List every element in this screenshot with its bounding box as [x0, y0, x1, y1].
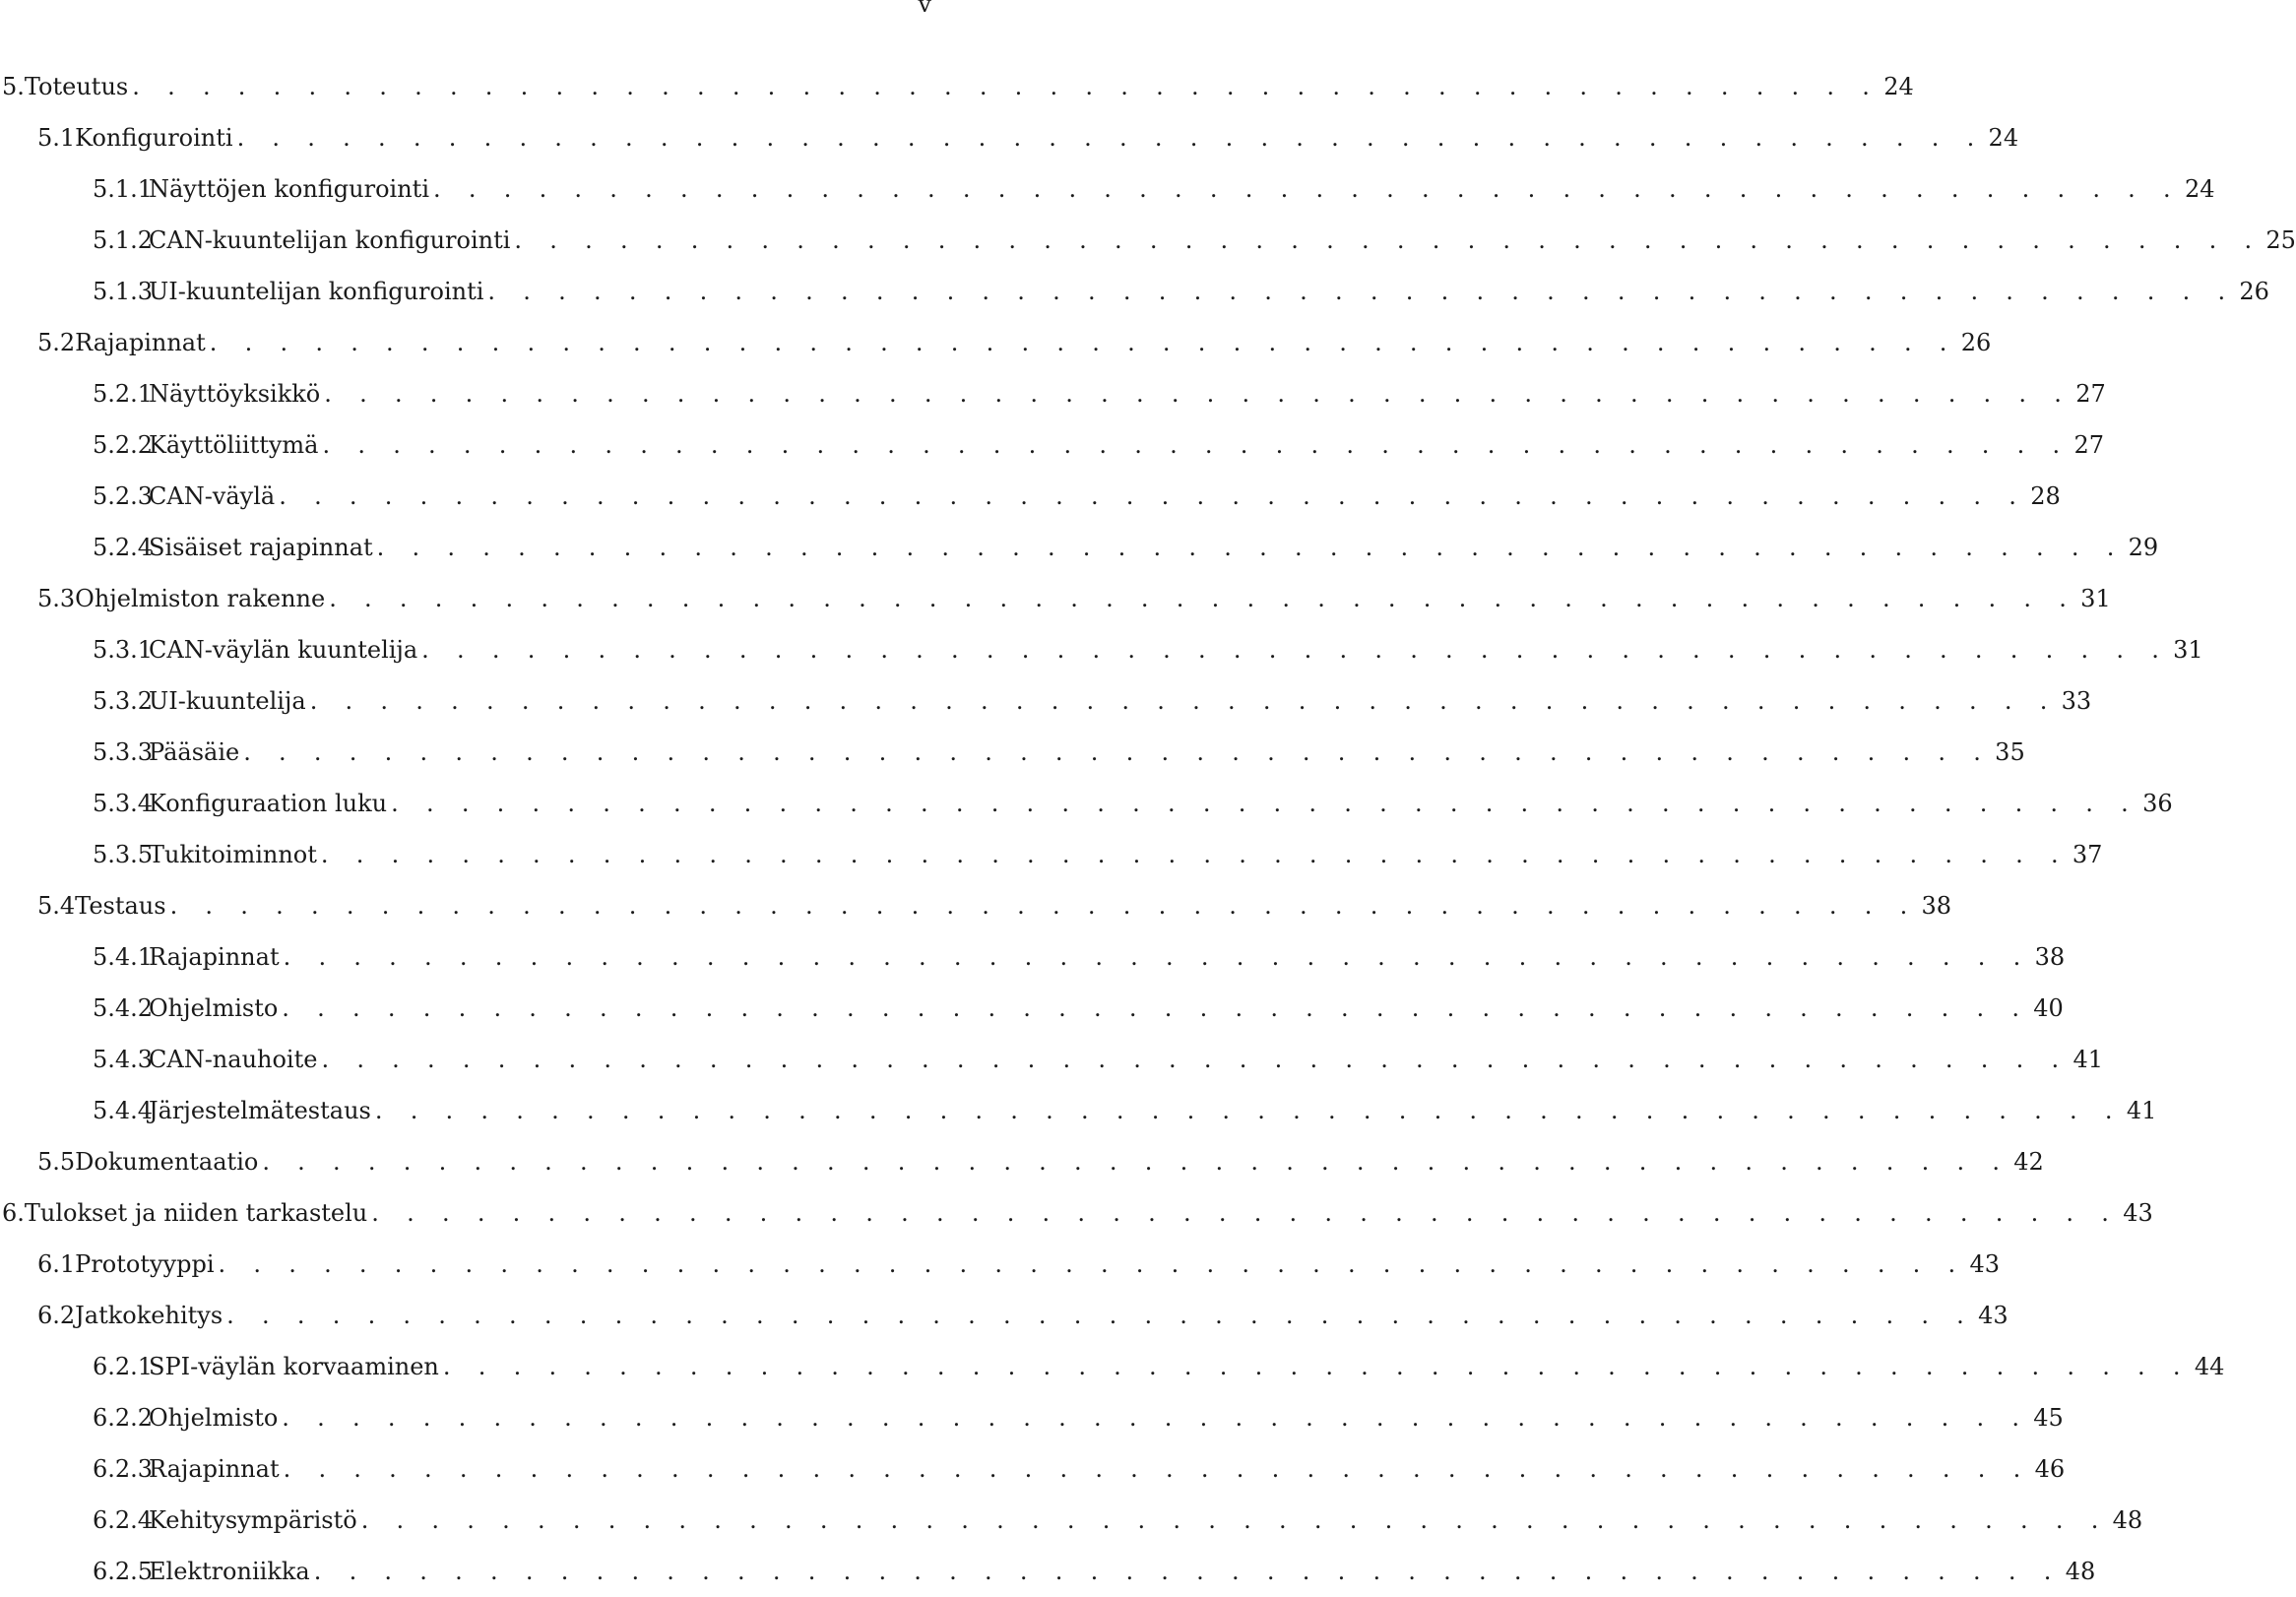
section-title: Rajapinnat — [149, 943, 280, 971]
section-number: 5.3.4 — [93, 790, 154, 817]
section-title: Kehitysympäristö — [149, 1506, 357, 1534]
dot-leader: . . . . . . . . . . . . . . . . . . . . . . . . . . . . . . . . . . . . . . . . . . . . . . . . . . — [226, 1302, 1975, 1329]
section-number: 5.3.1 — [93, 636, 154, 664]
dot-leader: . . . . . . . . . . . . . . . . . . . . . . . . . . . . . . . . . . . . . . . . . . . . . . . . . . — [283, 1455, 2031, 1483]
dot-leader: . . . . . . . . . . . . . . . . . . . . . . . . . . . . . . . . . . . . . . . . . . . . . . . . . . — [169, 892, 1918, 920]
toc-entry[interactable] — [0, 1085, 2157, 1136]
page-ref: 42 — [2013, 1148, 2044, 1176]
section-number: 5.4 — [37, 892, 76, 920]
section-title: CAN-kuuntelijan konfigurointi — [149, 226, 511, 254]
dot-leader: . . . . . . . . . . . . . . . . . . . . . . . . . . . . . . . . . . . . . . . . . . . . . . . . . . — [283, 943, 2031, 971]
section-number: 5.2.2 — [93, 431, 154, 459]
dot-leader: . . . . . . . . . . . . . . . . . . . . . . . . . . . . . . . . . . . . . . . . . . . . . . . . . . — [421, 636, 2170, 664]
section-number: 5.5 — [37, 1148, 76, 1176]
toc-entry[interactable] — [0, 1187, 2153, 1239]
page-ref: 45 — [2033, 1404, 2064, 1432]
section-number: 5.4.2 — [93, 994, 154, 1022]
section-title: Rajapinnat — [75, 329, 206, 356]
section-number: 6.2.4 — [93, 1506, 154, 1534]
dot-leader: . . . . . . . . . . . . . . . . . . . . . . . . . . . . . . . . . . . . . . . . . . . . . . . . . . — [132, 73, 1881, 100]
page-ref: 44 — [2194, 1353, 2225, 1380]
section-number: 5.4.3 — [93, 1046, 154, 1073]
section-title: CAN-väylän kuuntelija — [149, 636, 418, 664]
toc-entry[interactable] — [0, 829, 2103, 880]
section-title: Konfigurointi — [75, 124, 233, 152]
toc-entry[interactable] — [0, 675, 2092, 727]
dot-leader: . . . . . . . . . . . . . . . . . . . . . . . . . . . . . . . . . . . . . . . . . . . . . . . . . . — [374, 1097, 2123, 1124]
dot-leader: . . . . . . . . . . . . . . . . . . . . . . . . . . . . . . . . . . . . . . . . . . . . . . . . . . — [282, 994, 2030, 1022]
section-number: 5.4.4 — [93, 1097, 154, 1124]
page-ref: 41 — [2126, 1097, 2157, 1124]
section-number: 6.2 — [37, 1302, 76, 1329]
page-ref: 29 — [2128, 534, 2159, 561]
section-title: Rajapinnat — [149, 1455, 280, 1483]
dot-leader: . . . . . . . . . . . . . . . . . . . . . . . . . . . . . . . . . . . . . . . . . . . . . . . . . . — [309, 687, 2058, 715]
page-ref: 36 — [2142, 790, 2173, 817]
section-title: Elektroniikka — [149, 1558, 310, 1585]
dot-leader: . . . . . . . . . . . . . . . . . . . . . . . . . . . . . . . . . . . . . . . . . . . . . . . . . . — [243, 738, 1992, 766]
toc-entry[interactable] — [0, 1290, 2009, 1341]
section-number: 5.1.2 — [93, 226, 154, 254]
section-title: Järjestelmätestaus — [149, 1097, 371, 1124]
section-number: 5.2.1 — [93, 380, 154, 408]
toc-entry[interactable] — [0, 266, 2269, 317]
toc-entry[interactable] — [0, 1495, 2143, 1546]
section-number: 5.3 — [37, 585, 76, 612]
toc-entry[interactable] — [0, 1136, 2044, 1187]
page-ref: 24 — [1988, 124, 2019, 152]
toc-entry[interactable] — [0, 1546, 2096, 1597]
page-ref: 25 — [2265, 226, 2296, 254]
toc-entry[interactable] — [0, 727, 2025, 778]
section-title: Pääsäie — [149, 738, 240, 766]
section-number: 5.2.3 — [93, 482, 154, 510]
section-number: 5.2 — [37, 329, 76, 356]
section-number: 5.1.3 — [93, 278, 154, 305]
section-title: Tulokset ja niiden tarkastelu — [24, 1199, 368, 1227]
toc-entry[interactable] — [0, 1341, 2225, 1392]
section-number: 6.2.3 — [93, 1455, 154, 1483]
page-ref: 28 — [2030, 482, 2061, 510]
toc-entry[interactable] — [0, 624, 2203, 675]
section-title: Jatkokehitys — [75, 1302, 223, 1329]
dot-leader: . . . . . . . . . . . . . . . . . . . . . . . . . . . . . . . . . . . . . . . . . . . . . . . . . . — [487, 278, 2236, 305]
section-title: UI-kuuntelijan konfigurointi — [149, 278, 484, 305]
section-title: CAN-väylä — [149, 482, 276, 510]
section-number: 6.2.5 — [93, 1558, 154, 1585]
section-title: Tukitoiminnot — [149, 841, 317, 868]
section-title: Toteutus — [24, 73, 129, 100]
page-ref: 48 — [2065, 1558, 2096, 1585]
dot-leader: . . . . . . . . . . . . . . . . . . . . . . . . . . . . . . . . . . . . . . . . . . . . . . . . . . — [322, 431, 2071, 459]
section-number: 5.3.2 — [93, 687, 154, 715]
toc-entry[interactable] — [0, 61, 1914, 112]
page-ref: 43 — [1969, 1250, 2001, 1278]
section-title: Testaus — [75, 892, 166, 920]
section-title: SPI-väylän korvaaminen — [149, 1353, 439, 1380]
dot-leader: . . . . . . . . . . . . . . . . . . . . . . . . . . . . . . . . . . . . . . . . . . . . . . . . . . — [236, 124, 1985, 152]
section-number: 5.4.1 — [93, 943, 154, 971]
dot-leader: . . . . . . . . . . . . . . . . . . . . . . . . . . . . . . . . . . . . . . . . . . . . . . . . . . — [320, 841, 2069, 868]
toc-entry[interactable] — [0, 1443, 2066, 1495]
dot-leader: . . . . . . . . . . . . . . . . . . . . . . . . . . . . . . . . . . . . . . . . . . . . . . . . . . — [209, 329, 1957, 356]
toc-entry[interactable] — [0, 368, 2106, 419]
section-title: Sisäiset rajapinnat — [149, 534, 373, 561]
page-ref: 43 — [2123, 1199, 2153, 1227]
dot-leader: . . . . . . . . . . . . . . . . . . . . . . . . . . . . . . . . . . . . . . . . . . . . . . . . . . — [324, 380, 2073, 408]
toc-entry[interactable] — [0, 317, 1992, 368]
dot-leader: . . . . . . . . . . . . . . . . . . . . . . . . . . . . . . . . . . . . . . . . . . . . . . . . . . — [262, 1148, 2010, 1176]
section-number: 5.1 — [37, 124, 76, 152]
toc-entry[interactable] — [0, 880, 1952, 931]
section-title: Käyttöliittymä — [149, 431, 319, 459]
section-title: Ohjelmisto — [149, 994, 279, 1022]
toc-entry[interactable] — [0, 522, 2159, 573]
dot-leader: . . . . . . . . . . . . . . . . . . . . . . . . . . . . . . . . . . . . . . . . . . . . . . . . . . — [313, 1558, 2062, 1585]
page-ref: 31 — [2173, 636, 2203, 664]
section-title: CAN-nauhoite — [149, 1046, 318, 1073]
toc-entry[interactable] — [0, 163, 2215, 215]
page-ref: 46 — [2034, 1455, 2066, 1483]
toc-entry[interactable] — [0, 778, 2173, 829]
page-ref: 48 — [2112, 1506, 2143, 1534]
dot-leader: . . . . . . . . . . . . . . . . . . . . . . . . . . . . . . . . . . . . . . . . . . . . . . . . . . — [376, 534, 2125, 561]
toc-entry[interactable] — [0, 215, 2296, 266]
toc-entry[interactable] — [0, 931, 2066, 983]
section-title: Prototyyppi — [75, 1250, 215, 1278]
page-ref: 33 — [2061, 687, 2092, 715]
section-number: 5.1.1 — [93, 175, 154, 203]
section-number: 6.1 — [37, 1250, 76, 1278]
section-number: 5.3.5 — [93, 841, 154, 868]
table-of-contents — [0, 61, 2296, 1597]
page-ref: 41 — [2073, 1046, 2103, 1073]
dot-leader: . . . . . . . . . . . . . . . . . . . . . . . . . . . . . . . . . . . . . . . . . . . . . . . . . . — [218, 1250, 1966, 1278]
dot-leader: . . . . . . . . . . . . . . . . . . . . . . . . . . . . . . . . . . . . . . . . . . . . . . . . . . — [360, 1506, 2109, 1534]
section-number: 6.2.2 — [93, 1404, 154, 1432]
dot-leader: . . . . . . . . . . . . . . . . . . . . . . . . . . . . . . . . . . . . . . . . . . . . . . . . . . — [371, 1199, 2120, 1227]
section-title: Konfiguraation luku — [149, 790, 388, 817]
toc-entry[interactable] — [0, 1392, 2064, 1443]
section-title: Näyttöyksikkö — [149, 380, 321, 408]
dot-leader: . . . . . . . . . . . . . . . . . . . . . . . . . . . . . . . . . . . . . . . . . . . . . . . . . . — [279, 482, 2027, 510]
page-ref: 26 — [1960, 329, 1992, 356]
page-number: v — [918, 0, 931, 18]
page-ref: 35 — [1995, 738, 2025, 766]
page-ref: 24 — [2184, 175, 2215, 203]
dot-leader: . . . . . . . . . . . . . . . . . . . . . . . . . . . . . . . . . . . . . . . . . . . . . . . . . . — [282, 1404, 2030, 1432]
page-ref: 27 — [2073, 431, 2104, 459]
section-number: 6. — [2, 1199, 25, 1227]
toc-entry[interactable] — [0, 471, 2061, 522]
dot-leader: . . . . . . . . . . . . . . . . . . . . . . . . . . . . . . . . . . . . . . . . . . . . . . . . . . — [329, 585, 2077, 612]
page-ref: 24 — [1883, 73, 1914, 100]
toc-entry[interactable] — [0, 419, 2104, 471]
page-ref: 40 — [2033, 994, 2064, 1022]
dot-leader: . . . . . . . . . . . . . . . . . . . . . . . . . . . . . . . . . . . . . . . . . . . . . . . . . . — [433, 175, 2181, 203]
toc-entry[interactable] — [0, 112, 2019, 163]
dot-leader: . . . . . . . . . . . . . . . . . . . . . . . . . . . . . . . . . . . . . . . . . . . . . . . . . . — [442, 1353, 2191, 1380]
toc-entry[interactable] — [0, 1239, 2001, 1290]
page-ref: 38 — [2034, 943, 2066, 971]
section-number: 5.3.3 — [93, 738, 154, 766]
page-ref: 31 — [2080, 585, 2111, 612]
section-title: Dokumentaatio — [75, 1148, 259, 1176]
page-ref: 37 — [2072, 841, 2103, 868]
toc-entry[interactable] — [0, 573, 2111, 624]
page-ref: 38 — [1921, 892, 1952, 920]
section-number: 5.2.4 — [93, 534, 154, 561]
section-title: Ohjelmiston rakenne — [75, 585, 326, 612]
section-title: UI-kuuntelija — [149, 687, 306, 715]
toc-entry[interactable] — [0, 1034, 2103, 1085]
toc-entry[interactable] — [0, 983, 2064, 1034]
page-ref: 27 — [2075, 380, 2106, 408]
dot-leader: . . . . . . . . . . . . . . . . . . . . . . . . . . . . . . . . . . . . . . . . . . . . . . . . . . — [391, 790, 2139, 817]
page-ref: 43 — [1978, 1302, 2009, 1329]
section-title: Ohjelmisto — [149, 1404, 279, 1432]
section-number: 5. — [2, 73, 25, 100]
page-ref: 26 — [2239, 278, 2269, 305]
section-title: Näyttöjen konfigurointi — [149, 175, 429, 203]
dot-leader: . . . . . . . . . . . . . . . . . . . . . . . . . . . . . . . . . . . . . . . . . . . . . . . . . . — [514, 226, 2263, 254]
section-number: 6.2.1 — [93, 1353, 154, 1380]
dot-leader: . . . . . . . . . . . . . . . . . . . . . . . . . . . . . . . . . . . . . . . . . . . . . . . . . . — [321, 1046, 2070, 1073]
